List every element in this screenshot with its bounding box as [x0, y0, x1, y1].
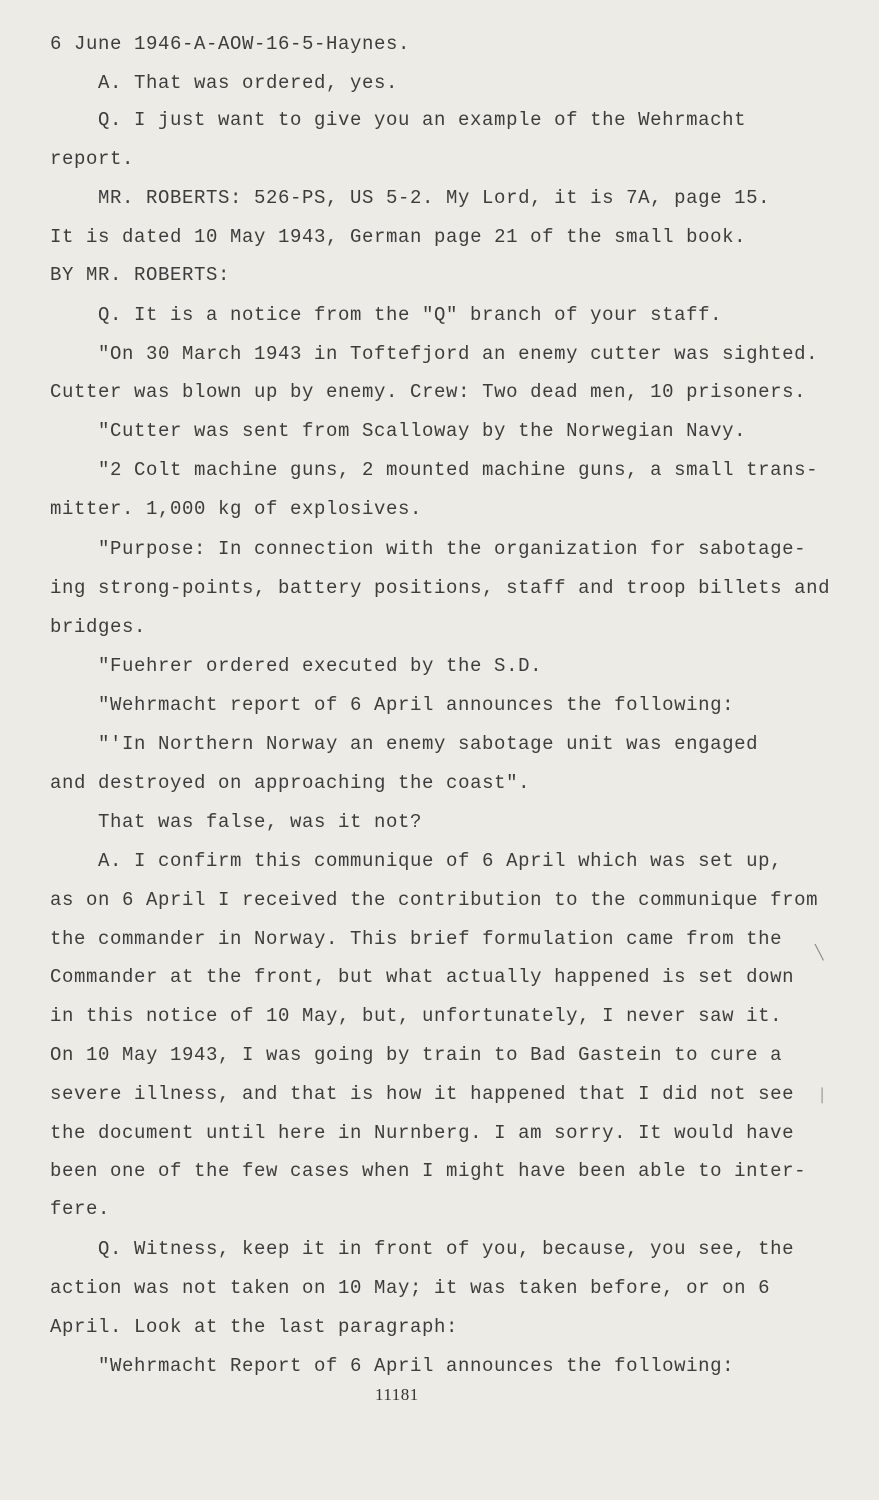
text-line: "Fuehrer ordered executed by the S.D. — [98, 655, 543, 677]
text-line: Cutter was blown up by enemy. Crew: Two dead men, 10 prisoners. — [50, 381, 807, 403]
text-line: April. Look at the last paragraph: — [50, 1316, 459, 1338]
text-line: "Purpose: In connection with the organization for sabotage- — [98, 538, 807, 560]
text-line: MR. ROBERTS: 526-PS, US 5-2. My Lord, it is 7A, page 15. — [98, 187, 771, 209]
text-line: mitter. 1,000 kg of explosives. — [50, 498, 423, 520]
text-line: "2 Colt machine guns, 2 mounted machine guns, a small trans- — [98, 459, 819, 481]
text-line: It is dated 10 May 1943, German page 21 of the small book. — [50, 226, 747, 248]
text-line: BY MR. ROBERTS: — [50, 264, 231, 286]
text-line: "'In Northern Norway an enemy sabotage unit was engaged — [98, 733, 759, 755]
margin-mark: ╲ — [815, 946, 824, 962]
text-line: in this notice of 10 May, but, unfortunately, I never saw it. — [50, 1005, 783, 1027]
page-number: 11181 — [375, 1385, 419, 1404]
text-line: action was not taken on 10 May; it was taken before, or on 6 — [50, 1277, 771, 1299]
text-line: bridges. — [50, 616, 147, 638]
text-line: That was false, was it not? — [98, 811, 423, 833]
text-line: A. That was ordered, yes. — [98, 72, 399, 94]
text-line: "Wehrmacht report of 6 April announces the following: — [98, 694, 735, 716]
text-line: fere. — [50, 1198, 111, 1220]
document-header: 6 June 1946-A-AOW-16-5-Haynes. — [50, 33, 411, 55]
text-line: Q. Witness, keep it in front of you, because, you see, the — [98, 1238, 795, 1260]
margin-mark: │ — [818, 1088, 827, 1104]
text-line: On 10 May 1943, I was going by train to Bad Gastein to cure a — [50, 1044, 783, 1066]
text-line: ing strong-points, battery positions, staff and troop billets and — [50, 577, 831, 599]
text-line: "On 30 March 1943 in Toftefjord an enemy cutter was sighted. — [98, 343, 819, 365]
text-line: report. — [50, 148, 135, 170]
text-line: been one of the few cases when I might have been able to inter- — [50, 1160, 807, 1182]
text-line: the commander in Norway. This brief formulation came from the — [50, 928, 783, 950]
text-line: A. I confirm this communique of 6 April which was set up, — [98, 850, 783, 872]
text-line: "Cutter was sent from Scalloway by the Norwegian Navy. — [98, 420, 747, 442]
text-line: as on 6 April I received the contribution to the communique from — [50, 889, 819, 911]
text-line: severe illness, and that is how it happened that I did not see — [50, 1083, 795, 1105]
text-line: the document until here in Nurnberg. I am sorry. It would have — [50, 1122, 795, 1144]
text-line: Commander at the front, but what actually happened is set down — [50, 966, 795, 988]
text-line: Q. I just want to give you an example of the Wehrmacht — [98, 109, 747, 131]
text-line: and destroyed on approaching the coast". — [50, 772, 531, 794]
text-line: "Wehrmacht Report of 6 April announces the following: — [98, 1355, 735, 1377]
text-line: Q. It is a notice from the "Q" branch of your staff. — [98, 304, 723, 326]
